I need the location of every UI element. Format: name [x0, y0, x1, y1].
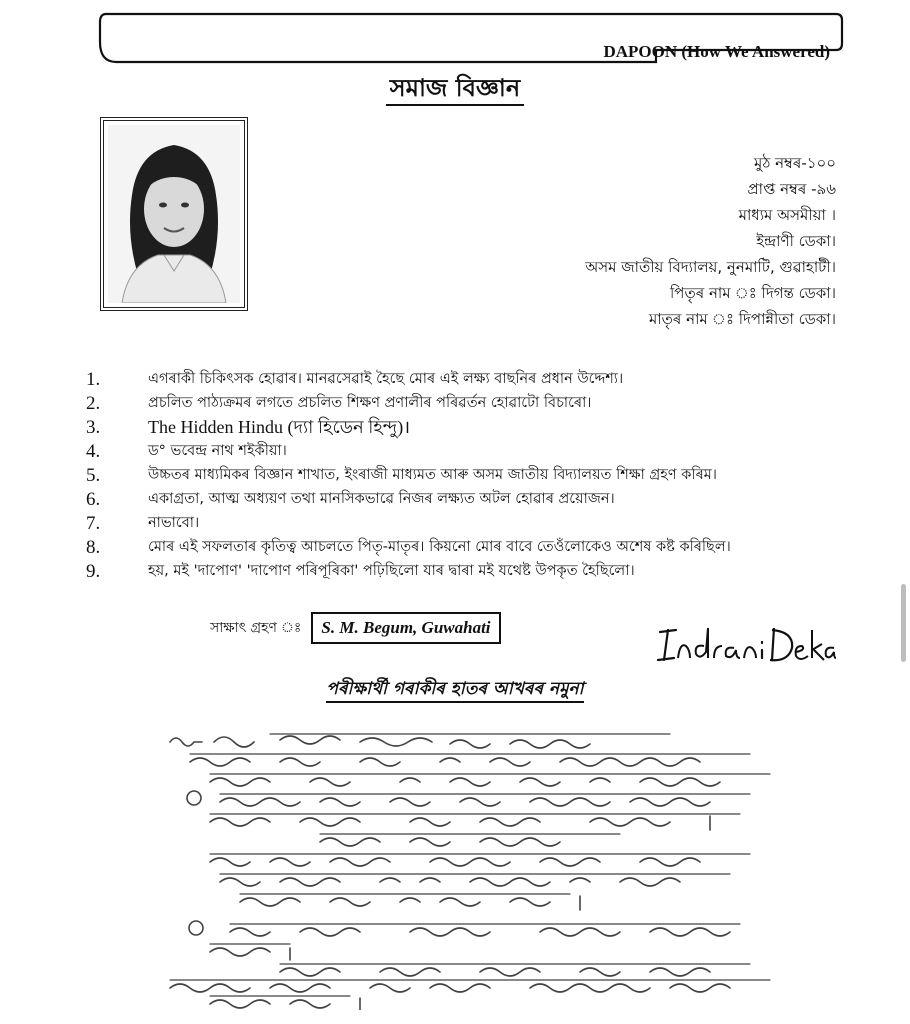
- answer-list: [86, 368, 816, 584]
- father-name: পিতৃৰ নাম ঃ দিগন্ত ডেকা।: [670, 284, 836, 302]
- item-number: 7.: [86, 513, 101, 534]
- list-item: [86, 440, 816, 464]
- student-portrait-image: [108, 125, 240, 303]
- item-answer: ড° ভবেন্দ্ৰ নাথ শইকীয়া।: [148, 443, 287, 459]
- item-number: 9.: [86, 561, 101, 582]
- item-answer: প্ৰচলিত পাঠ্যক্ৰমৰ লগতে প্ৰচলিত শিক্ষণ প্ৰণালীৰ পৰিৱৰ্তন হোৱাটো বিচাৰো।: [148, 395, 592, 411]
- item-answer: এগৰাকী চিকিৎসক হোৱাৰ। মানৱসেৱাই হৈছে মোৰ এই লক্ষ্য বাছনিৰ প্ৰধান উদ্দেশ্য।: [148, 371, 624, 387]
- item-answer: একাগ্ৰতা, আত্ম অধ্যয়ণ তথা মানসিকভাৱে নিজৰ লক্ষ্যত অটল হোৱাৰ প্ৰয়োজন।: [148, 491, 615, 507]
- scrollbar[interactable]: [901, 584, 906, 662]
- student-name: ইন্দ্ৰাণী ডেকা।: [756, 232, 836, 250]
- student-photo: [100, 117, 248, 311]
- item-answer: মোৰ এই সফলতাৰ কৃতিত্ব আচলতে পিতৃ-মাতৃৰ। কিয়নো মোৰ বাবে তেওঁলোকেও অশেষ কষ্ট কৰিছিল।: [148, 539, 731, 555]
- item-answer: হয়, মই 'দাপোণ' 'দাপোণ পৰিপূৰিকা' পঢ়িছিলো যাৰ দ্বাৰা মই যথেষ্ট উপকৃত হৈছিলো।: [148, 563, 635, 579]
- banner-title: DAPOON (How We Answered): [603, 42, 830, 61]
- header-banner: [96, 12, 844, 64]
- student-info: [585, 150, 836, 332]
- list-item: [86, 488, 816, 512]
- handwriting-sample-image: [150, 720, 810, 1010]
- list-item: [86, 512, 816, 536]
- sample-title-text: পৰীক্ষাৰ্থী গৰাকীৰ হাতৰ আখৰৰ নমুনা: [326, 679, 583, 703]
- interviewer-name: S. M. Begum, Guwahati: [311, 612, 500, 644]
- item-answer: The Hidden Hindu (দ্যা হিডেন হিন্দু)।: [148, 416, 411, 437]
- school-name: অসম জাতীয় বিদ্যালয়, নুনমাটি, গুৱাহাটী।: [585, 258, 836, 276]
- title-text: সমাজ বিজ্ঞান: [386, 74, 524, 106]
- list-item: [86, 560, 816, 584]
- student-signature: [656, 620, 836, 670]
- list-item: [86, 368, 816, 392]
- page-title: [0, 70, 910, 110]
- handwriting-sample-title: [0, 676, 910, 704]
- item-number: 3.: [86, 417, 101, 438]
- item-number: 1.: [86, 369, 101, 390]
- medium: মাধ্যম অসমীয়া ।: [738, 206, 836, 224]
- interview-credit: [210, 612, 501, 644]
- item-number: 8.: [86, 537, 101, 558]
- interview-label: সাক্ষাৎ গ্ৰহণ ঃ: [210, 620, 302, 636]
- obtained-marks: প্ৰাপ্ত নম্বৰ -৯৬: [747, 180, 836, 198]
- item-number: 4.: [86, 441, 101, 462]
- list-item: [86, 536, 816, 560]
- mother-name: মাতৃৰ নাম ঃ দিপান্নীতা ডেকা।: [648, 310, 836, 328]
- full-marks: মুঠ নম্বৰ-১০০: [753, 154, 836, 172]
- list-item: [86, 464, 816, 488]
- item-answer: উচ্চতৰ মাধ্যমিকৰ বিজ্ঞান শাখাত, ইংৰাজী মাধ্যমত আৰু অসম জাতীয় বিদ্যালয়ত শিক্ষা গ্ৰহণ কৰিম।: [148, 467, 717, 483]
- item-number: 2.: [86, 393, 101, 414]
- list-item: [86, 416, 816, 440]
- item-number: 5.: [86, 465, 101, 486]
- item-number: 6.: [86, 489, 101, 510]
- item-answer: নাভাবো।: [148, 515, 200, 531]
